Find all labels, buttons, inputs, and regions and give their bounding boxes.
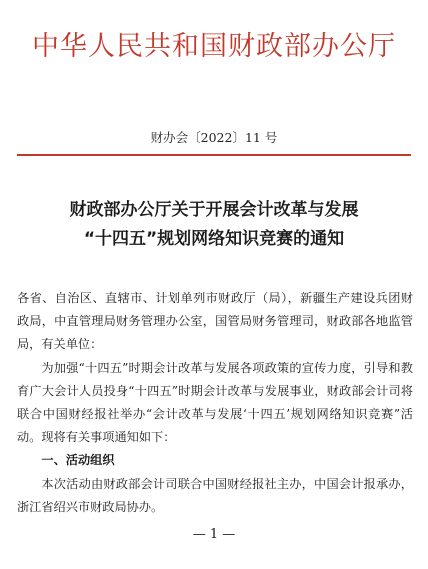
document-number: 财办会〔2022〕11 号 — [150, 130, 278, 145]
addressees-paragraph: 各省、自治区、直辖市、计划单列市财政厅（局），新疆生产建设兵团财政局，中直管理局财务管理办公室，国管局财务管理司，财政部各地监管局，有关单位： — [17, 291, 413, 352]
intro-paragraph: 为加强“十四五”时期会计改革与发展各项政策的宣传力度，引导和教育广大会计人员投身“十四五”时期会计改革与发展事业，财政部会计司将联合中国财经报社举办“会计改革与发展‘十四五’规划网络知识竞赛”活动。现将有关事项通知如下： — [17, 360, 413, 445]
notice-title — [0, 196, 428, 254]
notice-title-line-2: “十四五”规划网络知识竞赛的通知 — [83, 229, 345, 249]
red-divider-line — [17, 154, 411, 156]
document-body — [17, 287, 413, 519]
section-1-heading: 一、活动组织 — [41, 453, 115, 468]
page-number: — 1 — — [192, 527, 236, 542]
notice-title-line-1: 财政部办公厅关于开展会计改革与发展 — [69, 200, 359, 220]
section-1-paragraph: 本次活动由财政部会计司联合中国财经报社主办，中国会计报承办，浙江省绍兴市财政局协办。 — [17, 476, 413, 514]
issuer-header-title: 中华人民共和国财政部办公厅 — [32, 31, 396, 62]
